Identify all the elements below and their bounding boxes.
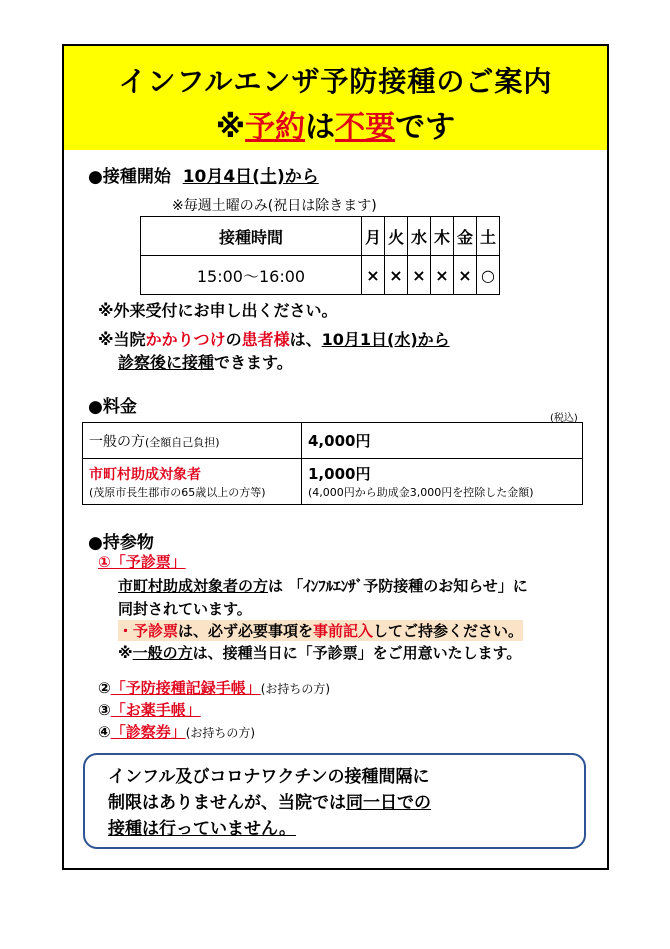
fee-label-general: 一般の方(全額自己負担) [83, 423, 302, 459]
fee-heading: ●料金 [88, 397, 137, 417]
mark-sat: ○ [477, 256, 500, 295]
day-sat: 土 [477, 217, 500, 256]
schedule-table [140, 216, 500, 295]
item-1-desc: 市町村助成対象者の方は 「ｲﾝﾌﾙｴﾝｻﾞ予防接種のお知らせ」に [118, 577, 528, 595]
fee-table [82, 422, 583, 505]
day-wed: 水 [408, 217, 431, 256]
title-banner [64, 46, 607, 150]
schedule-note: ※毎週土曜のみ(祝日は除きます) [172, 198, 377, 214]
schedule-time: 15:00〜16:00 [141, 256, 362, 295]
start-heading: ●接種開始 10月4日(土)から [88, 167, 319, 187]
page-title: インフルエンザ予防接種のご案内 [118, 65, 553, 98]
fee-price-general: 4,000円 [302, 423, 583, 459]
day-fri: 金 [454, 217, 477, 256]
day-mon: 月 [362, 217, 385, 256]
notice-line-3: 接種は行っていません。 [108, 819, 297, 839]
mark-mon: × [362, 256, 385, 295]
mark-tue: × [385, 256, 408, 295]
fee-price-subsidy: 1,000円 (4,000円から助成金3,000円を控除した金額) [302, 459, 583, 505]
item-4: ④「診察券」(お持ちの方) [98, 723, 256, 741]
items-heading: ●持参物 [88, 533, 154, 553]
day-thu: 木 [431, 217, 454, 256]
item-1-instruction: ・予診票は、必ず必要事項を事前記入してご持参ください。 [118, 622, 524, 640]
notice-line-1: インフル及びコロナワクチンの接種間隔に [108, 767, 430, 787]
fee-label-subsidy: 市町村助成対象者 (茂原市長生郡市の65歳以上の方等) [83, 459, 302, 505]
mark-fri: × [454, 256, 477, 295]
notice-line-2: 制限はありませんが、当院では同一日での [108, 793, 431, 813]
mark-wed: × [408, 256, 431, 295]
tax-note: (税込) [550, 413, 578, 424]
schedule-header: 接種時間 [141, 217, 362, 256]
item-1: ①「予診票」 [98, 553, 186, 571]
item-1-general-note: ※一般の方は、接種当日に「予診票」をご用意いたします。 [118, 644, 522, 662]
note-after-exam: 診察後に接種できます。 [118, 353, 293, 372]
mark-thu: × [431, 256, 454, 295]
item-3: ③「お薬手帳」 [98, 701, 201, 719]
note-patients: ※当院かかりつけの患者様は、10月1日(水)から [98, 330, 450, 349]
item-2: ②「予防接種記録手帳」(お持ちの方) [98, 679, 331, 697]
item-1-desc2: 同封されています。 [118, 600, 252, 618]
page-subtitle: ※予約は不要です [215, 110, 456, 145]
note-reception: ※外来受付にお申し出ください。 [98, 301, 338, 320]
day-tue: 火 [385, 217, 408, 256]
